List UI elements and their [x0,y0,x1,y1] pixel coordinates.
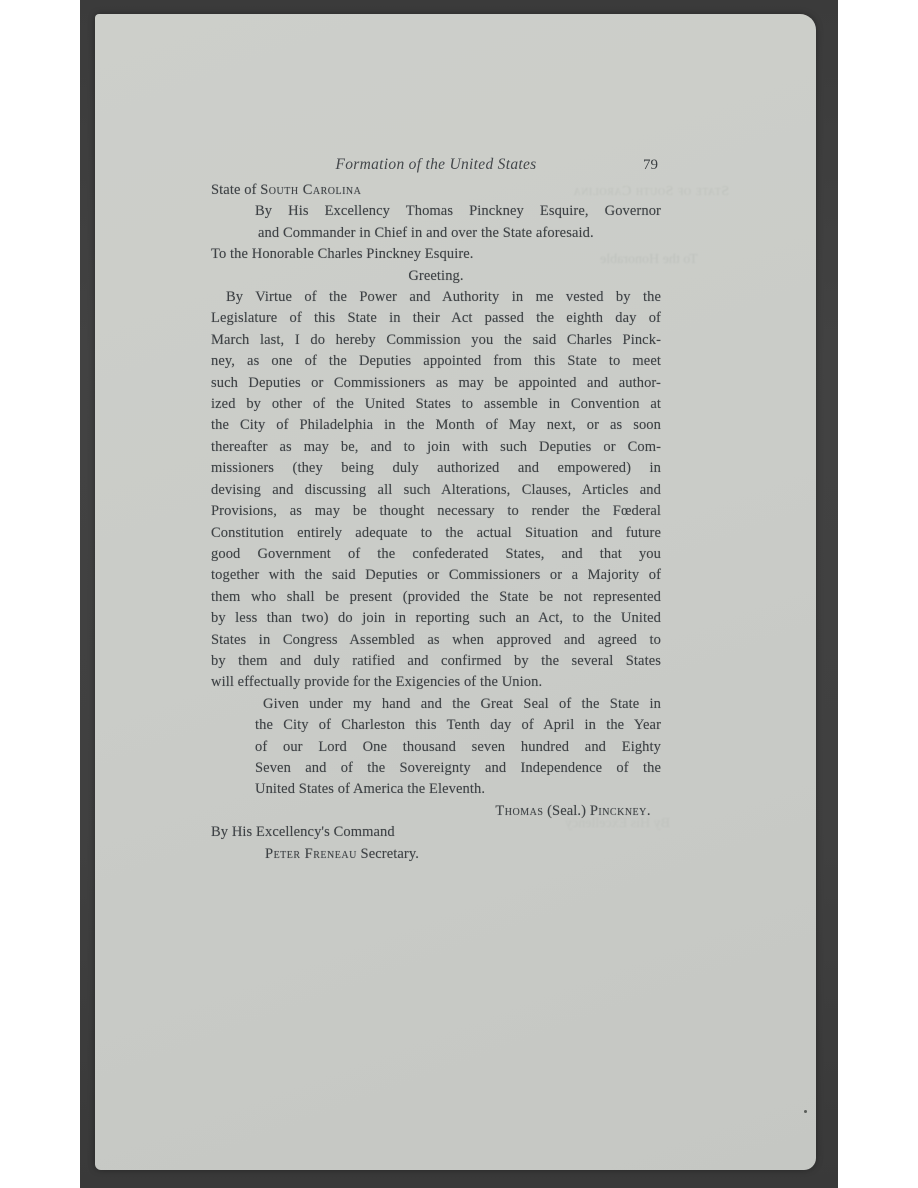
signature-last-name: Pinckney. [589,802,651,819]
show-through-text: By His Excellency [565,816,670,831]
salutation-line: and Commander in Chief in and over the State aforesaid. [258,224,594,241]
body-line: will effectually provide for the Exigencies of the Union. [211,674,543,691]
body-line: March last, I do hereby Commission you the said Charles Pinck- [211,331,661,348]
attestation-line: the City of Charleston this Tenth day of April in the Year [255,717,661,734]
body-line: them who shall be present (provided the State be not represented [211,588,661,605]
body-line: devising and discussing all such Alterations, Clauses, Articles and [211,481,661,498]
scan-backdrop [80,0,838,1188]
salutation-line: By His Excellency Thomas Pinckney Esquire, Governor [255,203,661,220]
salutation-state-name: South Carolina [260,182,362,198]
running-header-title: Formation of the United States [335,156,537,173]
body-line: the City of Philadelphia in the Month of May next, or as soon [211,417,661,434]
attestation-line: of our Lord One thousand seven hundred and Eighty [255,738,661,755]
salutation-state-prefix: State of [211,182,261,198]
running-header [211,156,661,178]
body-line: By Virtue of the Power and Authority in me vested by the [226,289,661,306]
body-line: such Deputies or Commissioners as may be appointed and author- [211,374,661,391]
secretary-line [211,844,661,865]
signature-first-name: Thomas [495,802,544,819]
show-through-text: State of South Carolina [573,184,730,199]
secretary-title: Secretary. [356,845,419,862]
attestation-line: United States of America the Eleventh. [255,781,486,798]
body-line: together with the said Deputies or Commissioners or a Majority of [211,567,661,584]
scan-speck [804,1110,807,1113]
greeting-line: Greeting. [408,267,464,284]
show-through-text: To the Honorable [600,252,698,267]
command-line: By His Excellency's Command [211,824,395,841]
page-number: 79 [643,157,658,173]
body-line: ney, as one of the Deputies appointed from this State to meet [211,353,661,370]
secretary-name: Peter Freneau [265,845,357,862]
attestation-line: Seven and of the Sovereignty and Independence of the [255,759,661,776]
body-line: by less than two) do join in reporting such an Act, to the United [211,610,661,627]
attestation-line: Given under my hand and the Great Seal of the State in [263,695,661,712]
body-line: Constitution entirely adequate to the actual Situation and future [211,524,661,541]
body-line: by them and duly ratified and confirmed by the several States [211,652,661,669]
text-column [211,180,661,865]
salutation-state-line [211,180,661,201]
body-line: thereafter as may be, and to join with such Deputies or Com- [211,438,661,455]
signature-line [211,801,661,822]
body-line: missioners (they being duly authorized and empowered) in [211,460,661,477]
addressee-line: To the Honorable Charles Pinckney Esquire. [211,246,474,263]
signature-seal-note: (Seal.) [543,802,590,819]
body-line: good Government of the confederated States, and that you [211,545,661,562]
body-line: Legislature of this State in their Act passed the eighth day of [211,310,661,327]
body-line: Provisions, as may be thought necessary to render the Fœderal [211,503,661,520]
body-line: ized by other of the United States to assemble in Convention at [211,396,661,413]
body-line: States in Congress Assembled as when approved and agreed to [211,631,661,648]
page-scan [95,14,816,1170]
